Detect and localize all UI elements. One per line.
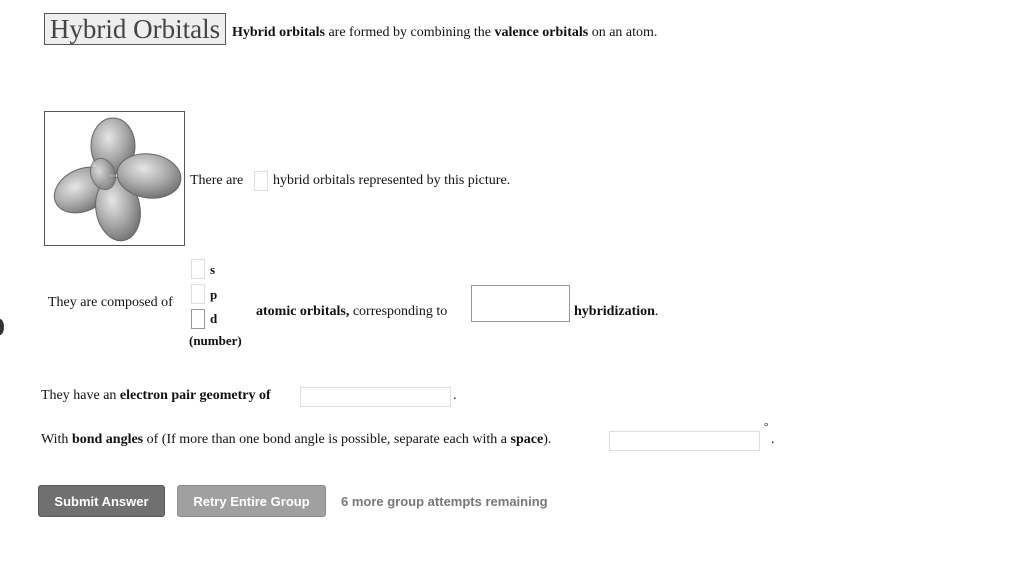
question-hybrid-count bbox=[190, 173, 243, 189]
q2-end bbox=[574, 304, 658, 320]
intro-text bbox=[232, 25, 657, 41]
q4-bold: bond angles bbox=[71, 432, 144, 447]
page-title: Hybrid Orbitals bbox=[44, 13, 226, 45]
q1-after: hybrid orbitals represented by this picture. bbox=[273, 173, 511, 188]
q2-middle bbox=[256, 304, 447, 320]
q4-after: ). bbox=[543, 432, 552, 447]
p-count-input[interactable] bbox=[191, 284, 205, 304]
q4-mid: of (If more than one bond angle is possible, separate each with a bbox=[143, 432, 511, 447]
question-bond-angles bbox=[41, 432, 551, 448]
q3-before: They have an bbox=[41, 388, 120, 403]
orbital-picture-icon bbox=[44, 111, 185, 246]
q3-after: . bbox=[453, 388, 457, 403]
retry-entire-group-button[interactable]: Retry Entire Group bbox=[177, 485, 326, 517]
q2-before: They are composed of bbox=[48, 295, 173, 310]
intro-text-1: are formed by combining the bbox=[324, 25, 495, 40]
number-label: (number) bbox=[189, 333, 242, 348]
s-count-input[interactable] bbox=[191, 259, 205, 279]
q4-end: . bbox=[771, 432, 775, 447]
d-count-input[interactable] bbox=[191, 309, 205, 329]
hybridization-input[interactable] bbox=[471, 285, 570, 322]
q2-mid: corresponding to bbox=[349, 304, 448, 319]
bond-angles-input[interactable] bbox=[609, 431, 760, 451]
orbital-label-p: p bbox=[210, 287, 218, 302]
q4-bold2: space bbox=[510, 432, 544, 447]
submit-answer-button[interactable]: Submit Answer bbox=[38, 485, 165, 517]
degree-symbol: ° bbox=[764, 421, 769, 433]
q2-bold-mid: atomic orbitals, bbox=[256, 304, 350, 319]
hybrid-count-input[interactable] bbox=[254, 171, 268, 191]
q4-before: With bbox=[41, 432, 72, 447]
orbital-label-s: s bbox=[210, 262, 216, 277]
q2-bold-end: hybridization bbox=[574, 304, 655, 319]
orbital-label-d: d bbox=[210, 311, 218, 326]
intro-bold-valence: valence orbitals bbox=[494, 25, 589, 40]
q1-before: There are bbox=[190, 173, 244, 188]
q3-bold: electron pair geometry of bbox=[119, 388, 271, 403]
intro-text-2: on an atom. bbox=[588, 25, 658, 40]
question-geometry bbox=[41, 388, 271, 404]
geometry-input[interactable] bbox=[300, 387, 451, 407]
q2-end-text: . bbox=[654, 304, 659, 319]
orbital-lobes-svg bbox=[45, 112, 184, 245]
intro-bold-hybrid: Hybrid orbitals bbox=[232, 25, 325, 40]
edge-marker bbox=[0, 319, 4, 335]
attempts-remaining-text: 6 more group attempts remaining bbox=[341, 494, 548, 509]
